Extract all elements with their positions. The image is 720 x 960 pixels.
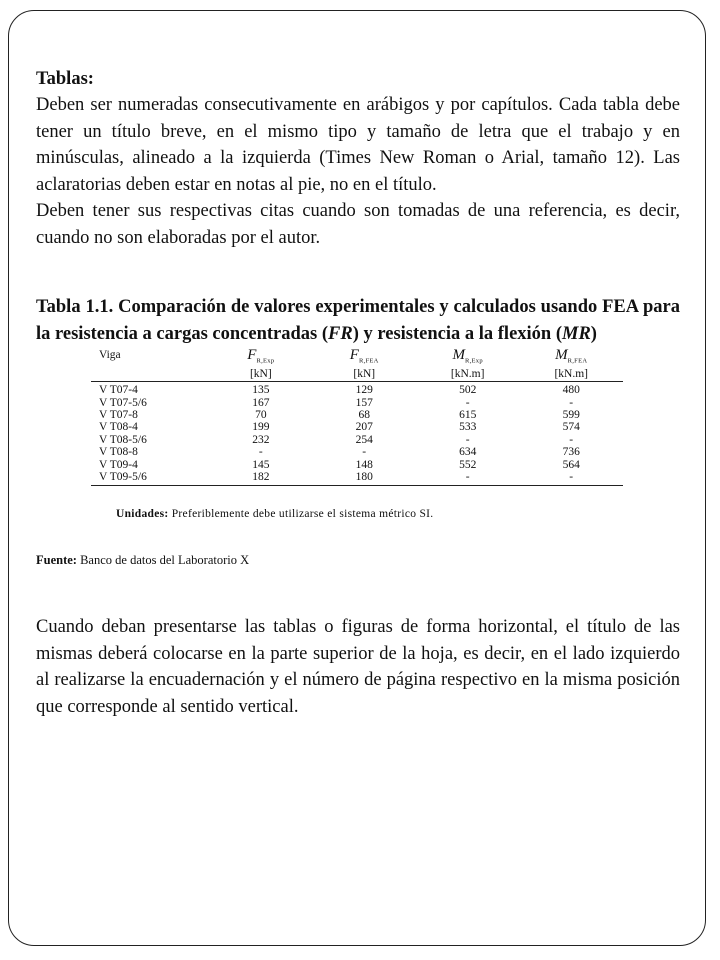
table-header-row [91,349,623,368]
header-viga: Viga [99,349,121,361]
units-note [116,508,680,520]
table-row [91,434,623,446]
table-cell: 129 [355,384,373,397]
table-cell: V T09-5/6 [91,471,209,486]
table-row [91,446,623,458]
table-title [36,294,680,347]
table-cell: 232 [252,433,270,446]
header-mr-fea-subscript: R,FEA [567,357,588,365]
table-cell: 68 [358,408,370,421]
table-cell: V T08-4 [99,421,138,434]
table-cell: 157 [355,396,373,409]
table-cell: - [465,396,470,409]
table-cell: V T07-4 [99,384,138,397]
table-title-part3: ) [590,323,597,344]
table-row [91,382,623,397]
table-row [91,421,623,433]
table-cell: 533 [459,421,477,434]
source-note [36,553,680,568]
table-row [91,409,623,421]
table-cell: V T08-8 [99,446,138,459]
header-fr-fea-unit: [kN] [313,368,416,382]
table-cell: 634 [459,446,477,459]
table-container [91,349,623,486]
header-fr-fea-subscript: R,FEA [358,357,379,365]
data-table [91,349,623,486]
table-title-part1: Tabla 1.1. Comparación de valores experimentales y calculados usando FEA para la resistencia a cargas concentradas ( [36,297,680,344]
paragraph-1: Deben ser numeradas consecutivamente en arábigos y por capítulos. Cada tabla debe tener un título breve, en el mismo tipo y tamaño de letra que el trabajo y en minúsculas, alineado a la izquierda (Times New Roman o Arial, tamaño 12). Las aclaratorias deben estar en notas al pie, no en el título. [36,95,680,195]
table-body [91,382,623,486]
table-cell: 167 [252,396,270,409]
table-cell: 70 [255,408,267,421]
table-cell: V T09-4 [99,458,138,471]
units-note-text: Preferiblemente debe utilizarse el sistema métrico SI. [168,508,434,521]
header-fr-exp-symbol: F [247,347,257,363]
header-mr-fea-symbol: M [555,347,568,363]
table-cell: 502 [459,384,477,397]
table-row [91,471,623,486]
table-units-row [91,368,623,382]
table-cell: 145 [252,458,270,471]
header-fr-fea-symbol: F [349,347,359,363]
header-fr-exp-unit: [kN] [209,368,312,382]
units-note-label: Unidades: [116,508,169,521]
table-cell: 207 [355,421,373,434]
table-cell: - [465,433,470,446]
spacer [36,251,680,294]
table-cell: - [519,471,623,486]
table-cell: 182 [209,471,312,486]
table-cell: - [362,446,367,459]
document-body [36,66,680,720]
paragraph-2: Deben tener sus respectivas citas cuando son tomadas de una referencia, es decir, cuando no son elaboradas por el autor. [36,201,680,248]
table-cell: - [569,433,574,446]
header-units-empty [91,368,209,382]
header-mr-fea-unit: [kN.m] [519,368,623,382]
header-fr-fea [313,349,416,368]
table-cell: 736 [562,446,580,459]
table-cell: 599 [562,408,580,421]
table-cell: - [258,446,263,459]
header-fr-exp [209,349,312,368]
table-row [91,397,623,409]
table-title-fr: FR [328,323,353,344]
table-cell: 574 [562,421,580,434]
table-cell: V T08-5/6 [99,433,147,446]
table-title-part2: ) y resistencia a la flexión ( [352,323,562,344]
table-title-mr: MR [562,323,591,344]
table-cell: 254 [355,433,373,446]
header-mr-fea [519,349,623,368]
header-mr-exp-subscript: R,Exp [464,357,483,365]
header-mr-exp-symbol: M [452,347,465,363]
source-text: Banco de datos del Laboratorio X [76,553,250,568]
table-cell: 148 [355,458,373,471]
header-mr-exp [416,349,520,368]
table-cell: 615 [459,408,477,421]
table-cell: - [569,396,574,409]
table-cell: 480 [562,384,580,397]
table-cell: 552 [459,458,477,471]
table-cell: 564 [562,458,580,471]
table-cell: 135 [252,384,270,397]
table-cell: 180 [313,471,416,486]
table-cell: - [416,471,520,486]
table-row [91,459,623,471]
table-cell: V T07-8 [99,408,138,421]
header-mr-exp-unit: [kN.m] [416,368,520,382]
header-fr-exp-subscript: R,Exp [256,357,275,365]
paragraph-3: Cuando deban presentarse las tablas o figuras de forma horizontal, el título de las mismas deberá colocarse en la parte superior de la hoja, es decir, en el lado izquierdo al realizarse la encuadernación y el número de página respectivo en la misma posición que corresponde al sentido vertical. [36,617,680,717]
section-heading: Tablas: [36,69,94,89]
table-cell: V T07-5/6 [99,396,147,409]
table-cell: 199 [252,421,270,434]
source-label: Fuente: [36,553,77,568]
